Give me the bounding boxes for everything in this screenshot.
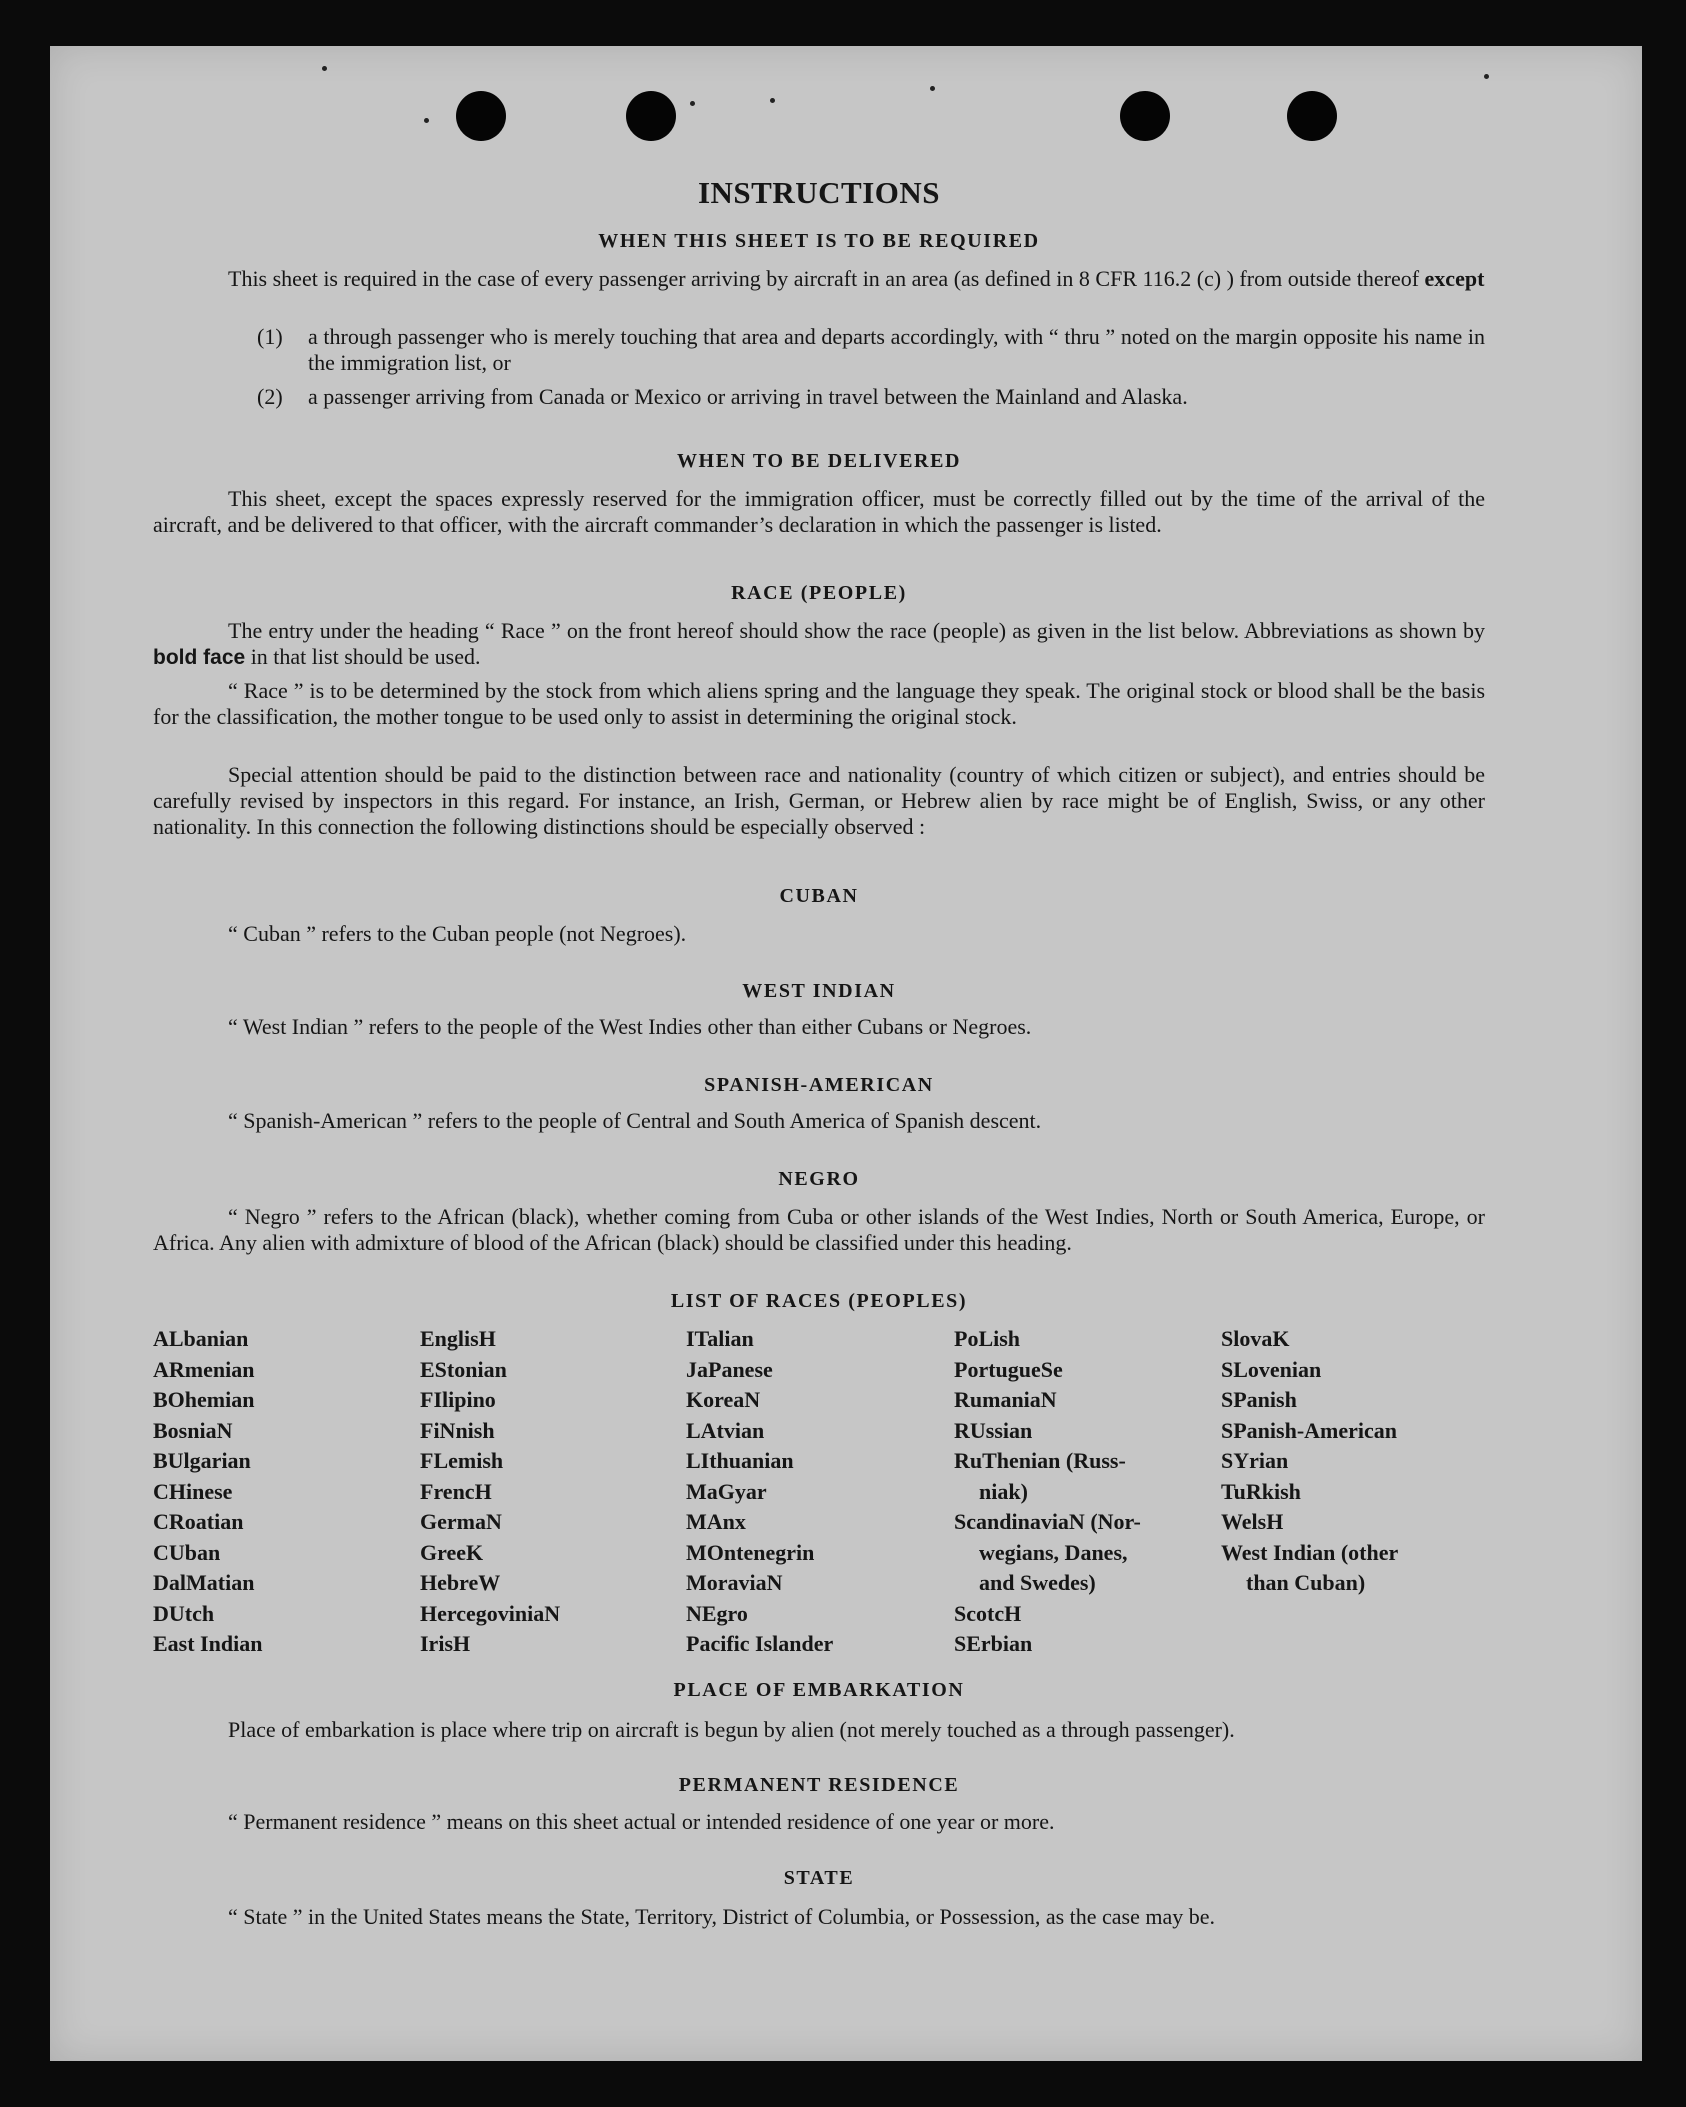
races-column-5 (1221, 1324, 1398, 1599)
race-entry: PortugueSe (954, 1356, 1063, 1382)
permanent-residence-text: “ Permanent residence ” means on this sheet actual or intended residence of one year or more. (228, 1809, 1055, 1834)
heading-embarkation: PLACE OF EMBARKATION (673, 1679, 965, 1701)
race-entry: Pacific Islander (686, 1631, 834, 1656)
heading-permanent-residence: PERMANENT RESIDENCE (678, 1774, 960, 1796)
embarkation-text: Place of embarkation is place where trip on aircraft is begun by alien (not merely touched as a through passenger). (228, 1717, 1235, 1742)
race-entry: NEgro (686, 1600, 748, 1626)
race-entry: FiNnish (420, 1417, 495, 1443)
race-entry: LIthuanian (686, 1448, 794, 1473)
punch-hole (1287, 91, 1337, 141)
race-entry: FIlipino (420, 1387, 496, 1412)
race-entry: ScotcH (954, 1600, 1022, 1626)
punch-hole (456, 91, 506, 141)
race-entry: TuRkish (1221, 1478, 1301, 1504)
race-entry: FrencH (420, 1478, 492, 1504)
when-delivered-text: This sheet, except the spaces expressly reserved for the immigration officer, must be correctly filled out by the time of the arrival of the aircraft, and be delivered to that officer, with the aircraft commander’s declaration in which the passenger is listed. (153, 486, 1485, 537)
west-indian-text: “ West Indian ” refers to the people of the West Indies other than either Cubans or Negroes. (228, 1014, 1032, 1039)
race-entry: MAnx (686, 1509, 746, 1534)
race-entry: RUssian (954, 1417, 1033, 1443)
race-entry: KoreaN (686, 1387, 761, 1412)
race-paragraph-1: The entry under the heading “ Race ” on the front hereof should show the race (people) as given in the list below. Abbreviations as shown by bold face in that list should be used. (153, 618, 1485, 669)
race-entry: CHinese (153, 1478, 233, 1504)
race-entry: RuThenian (Russ- (954, 1448, 1126, 1473)
race-entry: BUlgarian (153, 1448, 251, 1473)
race-entry: HebreW (420, 1570, 501, 1595)
heading-when-delivered: WHEN TO BE DELIVERED (676, 450, 962, 472)
race-entry: SLovenian (1221, 1356, 1322, 1382)
punch-hole (626, 91, 676, 141)
page-title: INSTRUCTIONS (697, 175, 940, 210)
exception-item-2: (2) a passenger arriving from Canada or Mexico or arriving in travel between the Mainland and Alaska. (257, 384, 1188, 409)
races-column-3 (686, 1324, 833, 1660)
speck (690, 101, 695, 106)
race-entry: RumaniaN (954, 1387, 1057, 1412)
state-text: “ State ” in the United States means the State, Territory, District of Columbia, or Possession, as the case may be. (228, 1904, 1216, 1929)
race-entry: MaGyar (686, 1478, 767, 1504)
race-entry: WelsH (1221, 1509, 1284, 1534)
races-column-2 (420, 1324, 560, 1660)
race-entry: JaPanese (686, 1356, 773, 1382)
race-entry: DalMatian (153, 1570, 255, 1595)
race-entry: BosniaN (153, 1417, 233, 1443)
race-entry: ALbanian (153, 1326, 249, 1351)
race-entry: BOhemian (153, 1387, 255, 1412)
race-entry: ITalian (686, 1326, 754, 1351)
race-entry: FLemish (420, 1448, 504, 1473)
race-entry: SlovaK (1221, 1326, 1290, 1351)
race-paragraph-3: Special attention should be paid to the distinction between race and nationality (country of which citizen or subject), and entries should be carefully revised by inspectors in this regard. For instance, an Irish, German, or Hebrew alien by race might be of English, Swiss, or any other nationality. In this connection the following distinctions should be especially observed : (153, 762, 1485, 839)
spanish-american-text: “ Spanish-American ” refers to the people of Central and South America of Spanish descent. (228, 1108, 1042, 1133)
race-entry: wegians, Danes, (979, 1539, 1128, 1565)
race-entry: MoraviaN (686, 1570, 783, 1595)
race-entry: niak) (979, 1478, 1028, 1504)
race-entry: East Indian (153, 1631, 263, 1656)
races-column-4 (954, 1324, 1141, 1660)
race-entry: LAtvian (686, 1417, 765, 1443)
heading-race: RACE (PEOPLE) (731, 582, 907, 604)
race-entry: EnglisH (420, 1326, 496, 1351)
race-entry: SErbian (954, 1631, 1033, 1656)
race-entry: ScandinaviaN (Nor- (954, 1509, 1141, 1534)
when-required-intro: This sheet is required in the case of every passenger arriving by aircraft in an area (as defined in 8 CFR 116.2 (c) ) from outside thereof except (228, 266, 1485, 291)
heading-west-indian: WEST INDIAN (742, 980, 896, 1002)
race-entry: SPanish (1221, 1387, 1297, 1412)
race-entry: SPanish-American (1221, 1417, 1397, 1443)
speck (1484, 74, 1489, 79)
race-entry: West Indian (other (1221, 1539, 1399, 1565)
speck (424, 118, 429, 123)
races-column-1 (153, 1324, 262, 1660)
race-entry: IrisH (420, 1631, 471, 1656)
negro-text: “ Negro ” refers to the African (black), whether coming from Cuba or other islands of the West Indies, North or South America, Europe, or Africa. Any alien with admixture of blood of the African (black) should be classified under this heading. (153, 1204, 1485, 1255)
race-entry: DUtch (153, 1600, 215, 1626)
race-entry: PoLish (954, 1326, 1021, 1351)
speck (322, 66, 327, 71)
heading-state: STATE (783, 1867, 855, 1889)
race-entry: CUban (153, 1539, 221, 1565)
race-entry: GermaN (420, 1509, 502, 1534)
race-paragraph-2: “ Race ” is to be determined by the stock from which aliens spring and the language they speak. The original stock or blood shall be the basis for the classification, the mother tongue to be used only to assist in determining the original stock. (153, 678, 1485, 729)
punch-hole (1120, 91, 1170, 141)
race-entry: CRoatian (153, 1509, 244, 1534)
speck (930, 86, 935, 91)
race-entry: HercegoviniaN (420, 1600, 561, 1626)
race-entry: than Cuban) (1246, 1570, 1366, 1595)
race-entry: ARmenian (153, 1356, 255, 1382)
exception-item-1: (1) a through passenger who is merely touching that area and departs accordingly, with “ thru ” noted on the margin opposite his name in the immigration list, or (257, 324, 1485, 375)
race-entry: and Swedes) (979, 1570, 1096, 1595)
race-entry: SYrian (1221, 1448, 1289, 1473)
heading-list-of-races: LIST OF RACES (PEOPLES) (670, 1290, 968, 1312)
race-entry: EStonian (420, 1356, 507, 1382)
cuban-text: “ Cuban ” refers to the Cuban people (not Negroes). (228, 921, 687, 946)
heading-negro: NEGRO (778, 1168, 860, 1190)
heading-when-required: WHEN THIS SHEET IS TO BE REQUIRED (598, 230, 1040, 252)
speck (770, 98, 775, 103)
race-entry: MOntenegrin (686, 1539, 815, 1565)
heading-cuban: CUBAN (779, 885, 859, 907)
heading-spanish-american: SPANISH-AMERICAN (704, 1074, 934, 1096)
race-entry: GreeK (420, 1539, 484, 1565)
